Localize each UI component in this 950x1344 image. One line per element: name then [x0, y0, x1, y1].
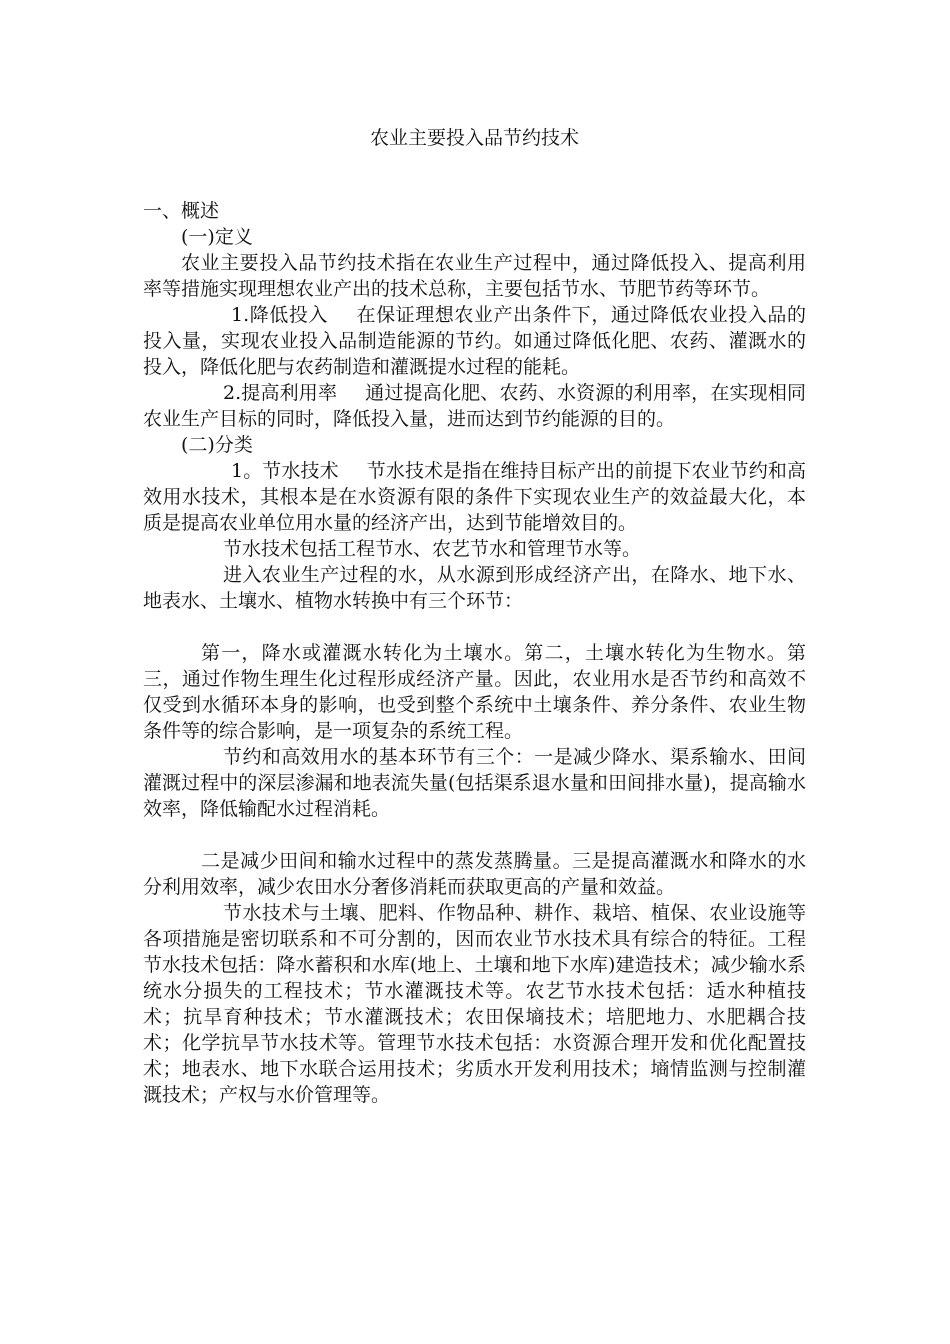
item-reduce-input	[143, 302, 806, 380]
item-water-saving-label: 1。节水技术	[231, 460, 339, 482]
document-body	[143, 198, 806, 1108]
paragraph-second-link: 二是减少田间和输水过程中的蒸发蒸腾量。三是提高灌溉水和降水的水分利用效率，减少农田水分奢侈消耗而获取更高的产量和效益。	[143, 850, 806, 898]
subsection-heading-classification: (二)分类	[181, 434, 253, 456]
blank-line	[143, 614, 806, 640]
item-reduce-input-text: 在保证理想农业产出条件下，通过降低农业投入品的投入量，实现农业投入品制造能源的节约。如通过降低化肥、农药、灌溉水的投入，降低化肥与农药制造和灌溉提水过程的能耗。	[143, 304, 806, 378]
paragraph-integrated-features: 节水技术与土壤、肥料、作物品种、耕作、栽培、植保、农业设施等各项措施是密切联系和不可分割的，因而农业节水技术具有综合的特征。工程节水技术包括：降水蓄积和水库(地上、土壤和地下水库)建造技术；减少输水系统水分损失的工程技术；节水灌溉技术等。农艺节水技术包括：适水种植技术；抗旱育种技术；节水灌溉技术；农田保墒技术；培肥地力、水肥耦合技术；化学抗旱节水技术等。管理节水技术包括：水资源合理开发和优化配置技术；地表水、地下水联合运用技术；劣质水开发利用技术；墒情监测与控制灌溉技术；产权与水价管理等。	[143, 902, 806, 1106]
item-improve-utilization-label: 2.提高利用率	[223, 382, 338, 404]
item-reduce-input-label: 1.降低投入	[231, 304, 328, 326]
document-title: 农业主要投入品节约技术	[369, 127, 579, 149]
subsection-heading-definition: (一)定义	[181, 226, 253, 248]
section-heading-overview: 一、概述	[143, 200, 220, 222]
paragraph-water-saving-types: 节水技术包括工程节水、农艺节水和管理节水等。	[223, 538, 642, 560]
blank-line	[143, 822, 806, 848]
item-improve-utilization	[143, 380, 806, 432]
definition-paragraph: 农业主要投入品节约技术指在农业生产过程中，通过降低投入、提高利用率等措施实现理想农业产出的技术总称，主要包括节水、节肥节药等环节。	[143, 252, 806, 300]
item-water-saving	[143, 458, 806, 536]
paragraph-first-stage: 第一，降水或灌溉水转化为土壤水。第二，土壤水转化为生物水。第三，通过作物生理生化过程形成经济产量。因此，农业用水是否节约和高效不仅受到水循环本身的影响，也受到整个系统中土壤条件、养分条件、农业生物条件等的综合影响，是一项复杂的系统工程。	[143, 642, 806, 742]
item-improve-utilization-text: 通过提高化肥、农药、水资源的利用率，在实现相同农业生产目标的同时，降低投入量，进而达到节约能源的目的。	[143, 382, 806, 430]
paragraph-water-cycle: 进入农业生产过程的水，从水源到形成经济产出，在降水、地下水、地表水、土壤水、植物水转换中有三个环节：	[143, 564, 806, 612]
paragraph-basic-links: 节约和高效用水的基本环节有三个：一是减少降水、渠系输水、田间灌溉过程中的深层渗漏和地表流失量(包括渠系退水量和田间排水量)，提高输水效率，降低输配水过程消耗。	[143, 746, 806, 820]
item-water-saving-text: 节水技术是指在维持目标产出的前提下农业节约和高效用水技术，其根本是在水资源有限的条件下实现农业生产的效益最大化，本质是提高农业单位用水量的经济产出，达到节能增效目的。	[143, 460, 806, 534]
